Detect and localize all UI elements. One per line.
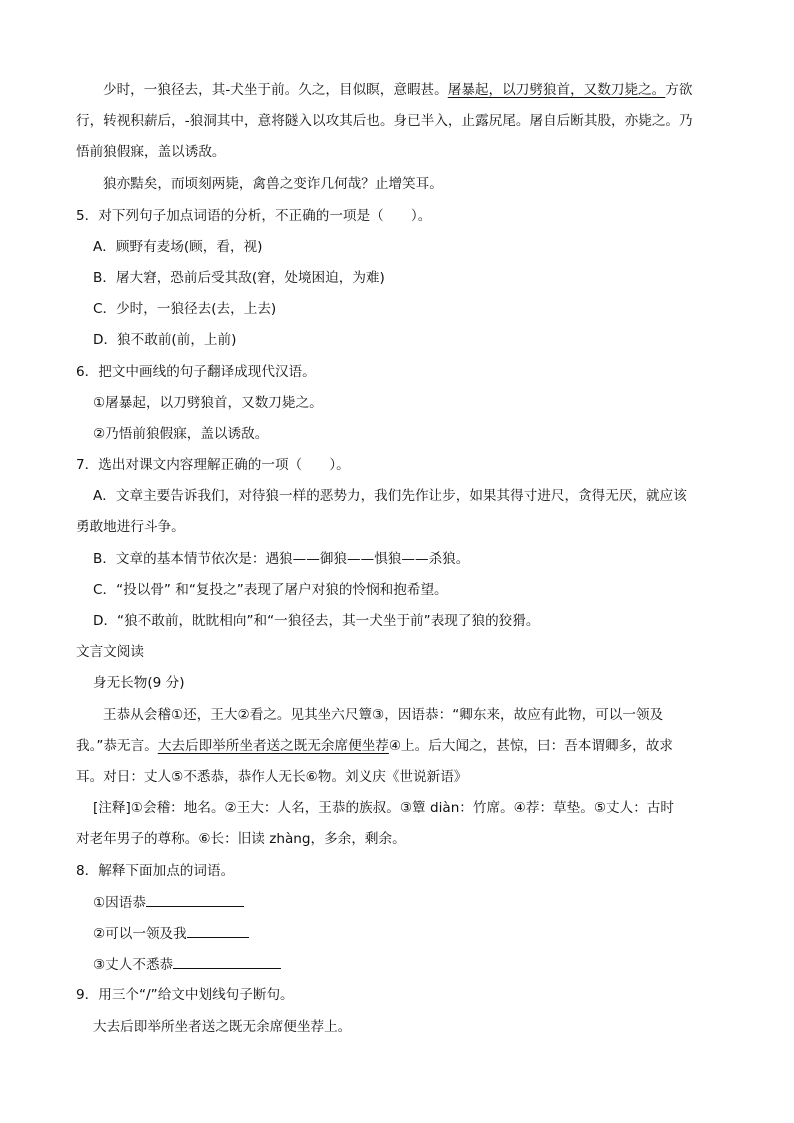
passage-2-line-1: 王恭从会稽①还，王大②看之。见其坐六尺簟③，因语恭：“卿东来，故应有此物，可以一领及 [103, 707, 664, 723]
passage-2-line-2: 我。”恭无言。大去后即举所坐者送之既无余席便坐荐④上。后大闻之，甚惊，曰：吾本谓卿多，故求 [76, 738, 673, 754]
question-6-sentence-2: ②乃悟前狼假寐，盖以诱敌。 [93, 426, 269, 442]
question-6-stem: 6．把文中画线的句子翻译成现代汉语。 [76, 364, 316, 380]
passage-2-line-3: 耳。对日：丈人⑤不悉恭，恭作人无长⑥物。刘义庆《世说新语》 [76, 769, 468, 785]
question-5-stem: 5．对下列句子加点词语的分析，不正确的一项是（ ）。 [76, 208, 432, 224]
annotation-line-1: [注释]①会稽：地名。②王大：人名，王恭的族叔。③簟 diàn：竹席。④荐：草垫。⑤丈人：古时 [93, 800, 674, 816]
question-5-option-d: D．狼不敢前(前，上前) [93, 332, 237, 348]
question-7-option-b: B．文章的基本情节依次是：遇狼——御狼——惧狼——杀狼。 [93, 551, 470, 567]
underlined-sentence-2: 大去后即举所坐者送之既无余席便坐荐 [157, 738, 389, 754]
underlined-sentence-1: 屠暴起，以刀劈狼首，又数刀毙之。 [447, 82, 666, 98]
question-8-item-2: ②可以一领及我 [93, 923, 743, 944]
question-7-option-d: D．“狼不敢前，眈眈相向”和“一狼径去，其一犬坐于前”表现了狼的狡猾。 [93, 613, 540, 629]
question-6-sentence-1: ①屠暴起，以刀劈狼首，又数刀毙之。 [93, 395, 323, 411]
passage-title: 身无长物(9 分) [93, 675, 185, 691]
question-8-item-1: ①因语恭 [93, 892, 743, 913]
passage-line-3: 悟前狼假寐，盖以诱敌。 [76, 144, 226, 160]
answer-blank-2[interactable] [187, 923, 249, 938]
answer-blank-3[interactable] [173, 954, 281, 969]
answer-blank-1[interactable] [146, 892, 244, 907]
question-8-item-3: ③丈人不悉恭 [93, 954, 743, 975]
section-heading: 文言文阅读 [76, 644, 144, 660]
question-5-option-b: B．屠大窘，恐前后受其敌(窘，处境困迫，为难) [93, 270, 385, 286]
question-5-option-a: A．顾野有麦场(顾，看，视) [93, 239, 263, 255]
passage-line-2: 行，转视积薪后，-狼洞其中，意将隧入以攻其后也。身已半入，止露尻尾。屠自后断其股，亦毙之。乃 [76, 113, 693, 129]
question-8-stem: 8．解释下面加点的词语。 [76, 863, 235, 879]
question-9-sentence: 大去后即举所坐者送之既无余席便坐荐上。 [93, 1019, 352, 1035]
annotation-line-2: 对老年男子的尊称。⑥长：旧读 zhàng，多余，剩余。 [76, 831, 406, 847]
question-7-option-c: C．“投以骨” 和“复投之”表现了屠户对狼的怜悯和抱希望。 [93, 582, 448, 598]
question-9-stem: 9．用三个“/”给文中划线句子断句。 [76, 987, 294, 1003]
question-7-option-a-cont: 勇敢地进行斗争。 [76, 519, 185, 535]
question-7-option-a: A．文章主要告诉我们，对待狼一样的恶势力，我们先作让步，如果其得寸进尺，贪得无厌，就应该 [93, 488, 687, 504]
passage-line-1: 少时，一狼径去，其-犬坐于前。久之，目似瞑，意暇甚。屠暴起，以刀劈狼首，又数刀毙之。方欲 [103, 82, 693, 98]
question-5-option-c: C．少时，一狼径去(去，上去) [93, 301, 277, 317]
passage-line-4: 狼亦黠矣，而顷刻两毙，禽兽之变诈几何哉？止增笑耳。 [103, 176, 443, 192]
question-7-stem: 7．选出对课文内容理解正确的一项（ ）。 [76, 457, 350, 473]
